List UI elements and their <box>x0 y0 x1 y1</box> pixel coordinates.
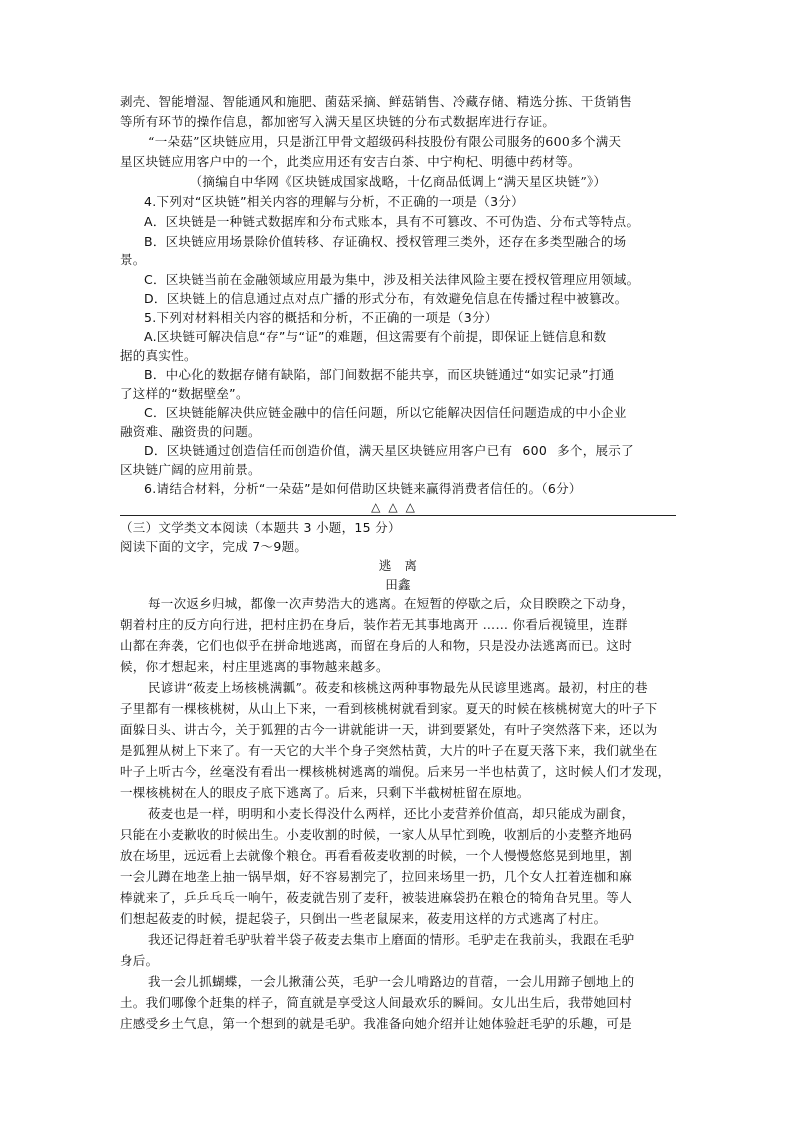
section-divider <box>120 515 676 516</box>
story-line: 棒就来了，乒乒乓乓一响午，莜麦就告别了麦秆，被装进麻袋扔在粮仓的犄角旮旯里。等人 <box>120 890 633 905</box>
section-3-title: （三）文学类文本阅读（本题共 3 小题，15 分） <box>120 520 401 535</box>
story-line: 我一会儿抓蝴蝶，一会儿揪蒲公英，毛驴一会儿啃路边的苜蓿，一会儿用蹄子刨地上的 <box>148 974 635 989</box>
question-4-option-a: A．区块链是一种链式数据库和分布式账本，具有不可篡改、不可伪造、分布式等特点。 <box>144 214 640 229</box>
question-5-option-b-cont: 了这样的“数据壁垒”。 <box>120 386 249 401</box>
story-line: 放在场里，远远看上去就像个粮仓。再看看莜麦收割的时候，一个人慢慢悠悠晃到地里，割 <box>120 848 633 863</box>
question-5-option-c: C．区块链能解决供应链金融中的信任问题，所以它能解决因信任问题造成的中小企业 <box>144 405 627 420</box>
question-6-stem: 6.请结合材料，分析“一朵菇”是如何借助区块链来赢得消费者信任的。（6分） <box>144 481 582 496</box>
story-line: 民谚讲“莜麦上场核桃满瓤”。莜麦和核桃这两种事物最先从民谚里逃离。最初，村庄的巷 <box>148 680 648 695</box>
question-4-stem: 4.下列对“区块链”相关内容的理解与分析，不正确的一项是（3分） <box>144 194 524 209</box>
story-line: 子里都有一棵核桃树，从山上下来，一看到核桃树就看到家。夏天的时候在核桃树宽大的叶子下 <box>120 701 658 716</box>
question-5-option-c-cont: 融资难、融资贵的问题。 <box>120 424 261 439</box>
body-line: 等所有环节的操作信息，都加密写入满天星区块链的分布式数据库进行存证。 <box>120 114 556 129</box>
question-4-option-d: D．区块链上的信息通过点对点广播的形式分布，有效避免信息在传播过程中被篡改。 <box>144 291 628 306</box>
body-line: 星区块链应用客户中的一个，此类应用还有安吉白茶、中宁枸杞、明德中药材等。 <box>120 154 581 169</box>
option-d-text-tail: 多个，展示了 <box>557 443 634 458</box>
story-line: 庄感受乡土气息，第一个想到的就是毛驴。我准备向她介绍并让她体验赶毛驴的乐趣，可是 <box>120 1016 633 1031</box>
story-line: 朝着村庄的反方向行进，把村庄扔在身后，装作若无其事地离开 …… 你看后视镜里，连群 <box>120 617 628 632</box>
source-citation: （摘编自中华网《区块链成国家战略，十亿商品低调上“满天星区块链”》） <box>189 174 607 189</box>
story-line: 候，你才想起来，村庄里逃离的事物越来越多。 <box>120 659 389 674</box>
story-line: 叶子上听古今，丝毫没有看出一棵核桃树逃离的端倪。后来另一半也枯黄了，这时候人们才发现， <box>120 764 671 779</box>
story-line: 面躲日头、讲古今，关于狐狸的古今一讲就能讲一天，讲到要紧处，有叶子突然落下来，还以为 <box>120 722 658 737</box>
question-5-option-a: A.区块链可解决信息“存”与“证”的难题，但这需要有个前提，即保证上链信息和数 <box>144 329 607 344</box>
story-line: 每一次返乡归城，都像一次声势浩大的逃离。在短暂的停歇之后，众目睽睽之下动身， <box>148 596 635 611</box>
question-4-option-b-cont: 景。 <box>120 252 146 267</box>
body-line: “一朵菇”区块链应用，只是浙江甲骨文超级码科技股份有限公司服务的600多个满天 <box>148 134 622 149</box>
question-5-option-a-cont: 据的真实性。 <box>120 348 197 363</box>
story-line: 土。我们哪像个赶集的样子，简直就是享受这人间最欢乐的瞬间。女儿出生后，我带她回村 <box>120 995 633 1010</box>
question-4-option-b: B．区块链应用场景除价值转移、存证确权、授权管理三类外，还存在多类型融合的场 <box>144 234 627 249</box>
client-count: 600 <box>522 443 548 458</box>
story-line: 山都在奔袭，它们也似乎在拼命地逃离，而留在身后的人和物，只是没办法逃离而已。这时 <box>120 638 633 653</box>
question-4-option-c: C．区块链当前在金融领域应用最为集中，涉及相关法律风险主要在授权管理应用领域。 <box>144 272 640 287</box>
question-5-stem: 5.下列对材料相关内容的概括和分析，不正确的一项是（3分） <box>144 310 498 325</box>
body-line: 剥壳、智能增湿、智能通风和施肥、菌菇采摘、鲜菇销售、冷藏存储、精选分拣、干货销售 <box>120 94 633 109</box>
story-title: 逃 离 <box>378 558 418 573</box>
question-5-option-d <box>120 441 700 461</box>
story-author: 田鑫 <box>385 577 411 592</box>
option-d-text: D．区块链通过创造信任而创造价值，满天星区块链应用客户已有 <box>144 443 513 458</box>
question-5-option-b: B．中心化的数据存储有缺陷，部门间数据不能共享，而区块链通过“如实记录”打通 <box>144 367 615 382</box>
story-line: 们想起莜麦的时候，提起袋子，只倒出一些老鼠屎来，莜麦用这样的方式逃离了村庄。 <box>120 911 607 926</box>
section-3-instruction: 阅读下面的文字，完成 7～9题。 <box>120 539 308 554</box>
question-5-option-d-cont: 区块链广阔的应用前景。 <box>120 462 261 477</box>
story-line: 是狐狸从树上下来了。有一天它的大半个身子突然枯黄，大片的叶子在夏天落下来，我们就坐在 <box>120 743 658 758</box>
story-line: 一会儿蹲在地垄上抽一锅旱烟，好不容易割完了，拉回来场里一扔，几个女人扛着连枷和麻 <box>120 869 633 884</box>
story-line: 身后。 <box>120 953 159 968</box>
story-line: 莜麦也是一样，明明和小麦长得没什么两样，还比小麦营养价值高，却只能成为副食， <box>148 806 635 821</box>
story-line: 只能在小麦歉收的时候出生。小麦收割的时候，一家人从早忙到晚，收割后的小麦整齐地码 <box>120 827 633 842</box>
triangle-marks: △△△ <box>371 500 423 514</box>
story-line: 一棵核桃树在人的眼皮子底下逃离了。后来，只剩下半截树桩留在原地。 <box>120 785 530 800</box>
story-line: 我还记得赶着毛驴驮着半袋子莜麦去集市上磨面的情形。毛驴走在我前头，我跟在毛驴 <box>148 932 635 947</box>
